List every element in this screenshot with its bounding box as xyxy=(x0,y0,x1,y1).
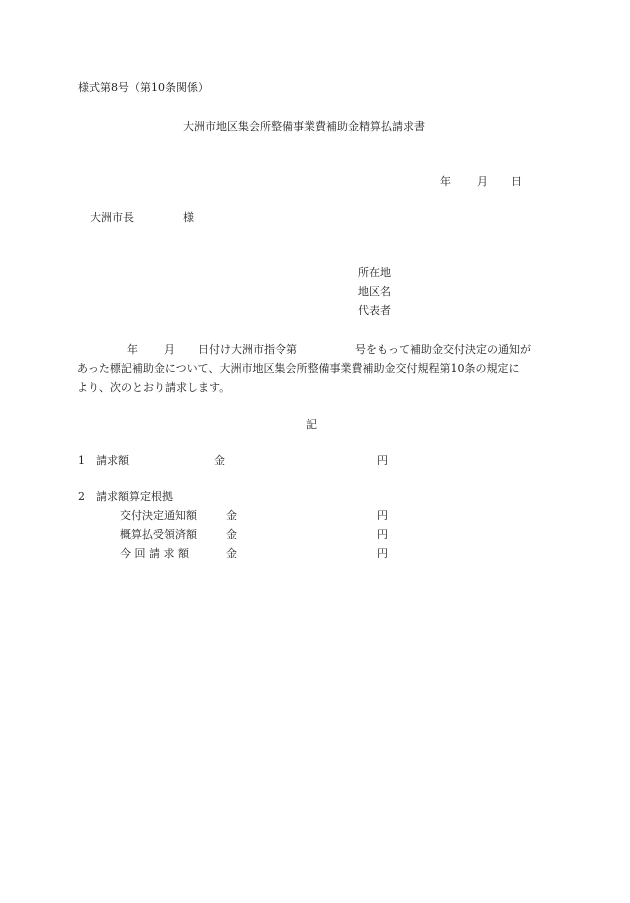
record-mark: 記 xyxy=(306,418,317,431)
calc-row-label: 概算払受領済額 xyxy=(120,528,197,541)
calc-row-unit: 円 xyxy=(377,547,388,560)
item-1-unit: 円 xyxy=(377,454,388,467)
date-year: 年 xyxy=(440,175,451,188)
body-year: 年 xyxy=(127,343,138,356)
body-dated-text: 日付け大洲市指令第 xyxy=(198,343,297,356)
document-title: 大洲市地区集会所整備事業費補助金精算払請求書 xyxy=(183,120,425,133)
date-day: 日 xyxy=(511,175,522,188)
body-month: 月 xyxy=(164,343,175,356)
item-2-number: 2 xyxy=(78,490,85,503)
body-line-3: より、次のとおり請求します。 xyxy=(77,381,231,394)
district-label: 地区名 xyxy=(358,285,391,298)
calc-row-label: 交付決定通知額 xyxy=(120,509,197,522)
item-1-label: 請求額 xyxy=(96,454,129,467)
date-month: 月 xyxy=(477,175,488,188)
calc-row-label: 今 回 請 求 額 xyxy=(120,547,189,560)
form-number: 様式第8号（第10条関係） xyxy=(78,81,209,94)
body-number-text: 号をもって補助金交付決定の通知が xyxy=(355,343,531,356)
calc-row-prefix: 金 xyxy=(226,528,237,541)
body-line-2: あった標記補助金について、大洲市地区集会所整備事業費補助金交付規程第10条の規定に xyxy=(77,362,520,375)
item-1-number: 1 xyxy=(78,454,85,467)
address-label: 所在地 xyxy=(358,266,391,279)
item-2-label: 請求額算定根拠 xyxy=(96,490,173,503)
representative-label: 代表者 xyxy=(358,304,391,317)
addressee-honorific: 様 xyxy=(183,211,194,224)
calc-row-prefix: 金 xyxy=(226,509,237,522)
item-1-prefix: 金 xyxy=(214,454,225,467)
addressee-name: 大洲市長 xyxy=(90,211,134,224)
calc-row-unit: 円 xyxy=(377,509,388,522)
calc-row-unit: 円 xyxy=(377,528,388,541)
calc-row-prefix: 金 xyxy=(226,547,237,560)
